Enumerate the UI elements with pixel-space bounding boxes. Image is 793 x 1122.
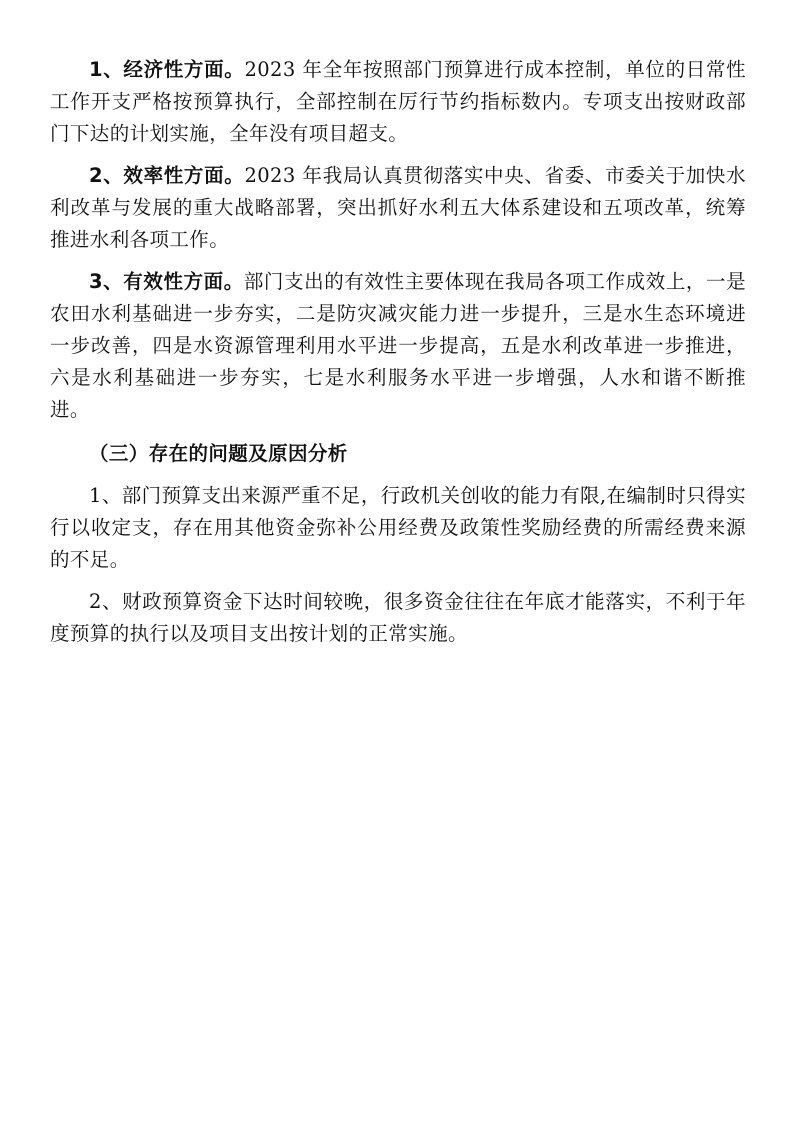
paragraph-text: 部门支出的有效性主要体现在我局各项工作成效上，一是农田水利基础进一步夯实，二是防灾减灾能力进一步提升，三是水生态环境进一步改善，四是水资源管理利用水平进一步提高，五是水利改革进一步推进，六是水利基础进一步夯实，七是水利服务水平进一步增强，人水和谐不断推进。: [50, 270, 746, 421]
issue-paragraph-1: 1、部门预算支出来源严重不足，行政机关创收的能力有限,在编制时只得实行以收定支，存在用其他资金弥补公用经费及政策性奖励经费的所需经费来源的不足。: [50, 484, 746, 571]
issue-paragraph-2: 2、财政预算资金下达时间较晚，很多资金往往在年底才能落实，不利于年度预算的执行以及项目支出按计划的正常实施。: [50, 590, 746, 645]
paragraph-text: 2023 年我局认真贯彻落实中央、省委、市委关于加快水利改革与发展的重大战略部署，突出抓好水利五大体系建设和五项改革，统筹推进水利各项工作。: [50, 164, 746, 251]
paragraph-lead: 1、经济性方面。: [89, 58, 245, 81]
paragraph-economy: [50, 54, 746, 150]
paragraph-text: 2023 年全年按照部门预算进行成本控制，单位的日常性工作开支严格按预算执行，全部控制在厉行节约指标数内。专项支出按财政部门下达的计划实施，全年没有项目超支。: [50, 58, 746, 145]
section-heading: （三）存在的问题及原因分析: [89, 442, 348, 465]
paragraph-effectiveness: [50, 266, 746, 426]
paragraph-lead: 3、有效性方面。: [89, 270, 244, 293]
document-page: [50, 54, 746, 650]
paragraph-efficiency: [50, 160, 746, 256]
paragraph-lead: 2、效率性方面。: [89, 164, 245, 187]
